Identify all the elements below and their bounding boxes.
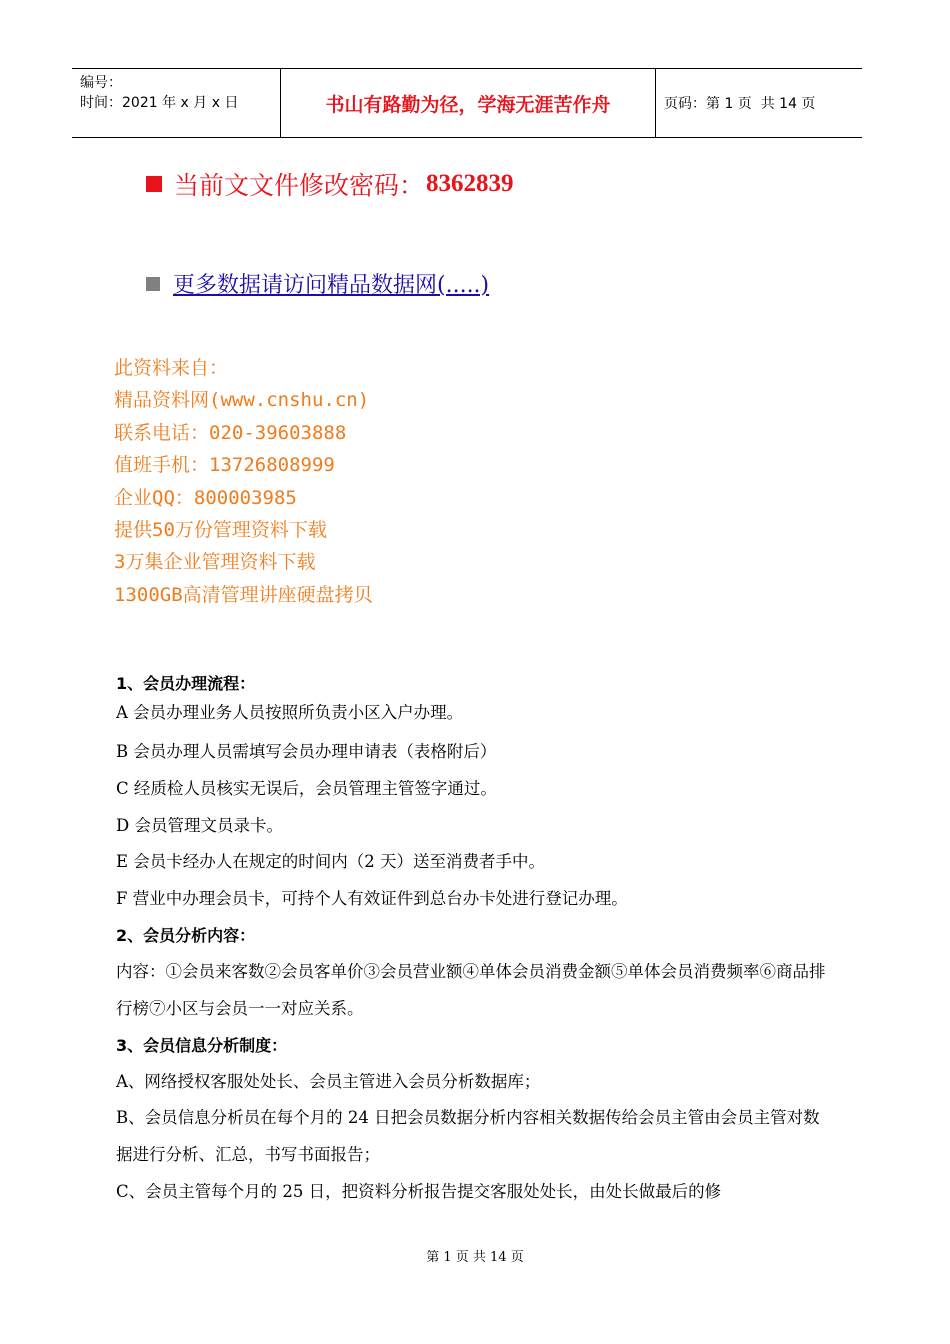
- paragraph: C 经质检人员核实无误后，会员管理主管签字通过。: [116, 778, 497, 798]
- paragraph: A、网络授权客服处处长、会员主管进入会员分析数据库；: [116, 1071, 541, 1091]
- document-time-label: 时间：2021 年 x 月 x 日: [80, 95, 239, 111]
- paragraph: D 会员管理文员录卡。: [116, 815, 283, 835]
- source-line: 提供50万份管理资料下载: [114, 519, 327, 542]
- source-line: 企业QQ：800003985: [114, 486, 297, 509]
- source-info: [114, 352, 373, 611]
- paragraph: C、会员主管每个月的 25 日，把资料分析报告提交客服处处长，由处长做最后的修: [116, 1181, 722, 1201]
- section-heading: 2、会员分析内容：: [116, 925, 256, 945]
- paragraph: F 营业中办理会员卡，可持个人有效证件到总台办卡处进行登记办理。: [116, 889, 628, 909]
- source-line: 此资料来自：: [114, 357, 229, 379]
- paragraph: A 会员办理业务人员按照所负责小区入户办理。: [116, 703, 464, 722]
- more-data-line: [146, 268, 489, 299]
- section-heading: 1、会员办理流程：: [116, 674, 256, 693]
- document-number-label: 编号：: [80, 75, 122, 91]
- source-line: 值班手机：13726808999: [114, 454, 335, 477]
- gray-square-bullet-icon: [146, 277, 160, 291]
- header-page-info: [656, 69, 862, 137]
- paragraph: B、会员信息分析员在每个月的 24 日把会员数据分析内容相关数据传给会员主管由会员主管对数据进行分析、汇总，书写书面报告；: [116, 1108, 820, 1165]
- source-line: 3万集企业管理资料下载: [114, 551, 316, 574]
- source-line: 1300GB高清管理讲座硬盘拷贝: [114, 583, 373, 606]
- paragraph: 内容：①会员来客数②会员客单价③会员营业额④单体会员消费金额⑤单体会员消费频率⑥商品排行榜⑦小区与会员一一对应关系。: [116, 961, 826, 1018]
- section-heading: 3、会员信息分析制度：: [116, 1035, 288, 1055]
- more-data-link[interactable]: 更多数据请访问精品数据网(.....): [173, 273, 490, 298]
- header-motto: 书山有路勤为径，学海无涯苦作舟: [281, 69, 656, 137]
- header-meta: [72, 69, 281, 137]
- paragraph: E 会员卡经办人在规定的时间内（2 天）送至消费者手中。: [116, 852, 546, 872]
- document-body: [116, 670, 836, 1211]
- password-label: 当前文文件修改密码：: [174, 171, 425, 200]
- source-line: 联系电话：020-39603888: [114, 421, 347, 444]
- source-line: 精品资料网(www.cnshu.cn): [114, 389, 370, 412]
- paragraph: B 会员办理人员需填写会员办理申请表（表格附后）: [116, 742, 497, 761]
- password-code: 8362839: [426, 170, 514, 197]
- page-header: [72, 68, 862, 138]
- page-footer: 第 1 页 共 14 页: [426, 1250, 524, 1265]
- page-info-text: 页码：第 1 页 共 14 页: [664, 96, 816, 112]
- password-notice: [146, 166, 514, 202]
- red-square-bullet-icon: [146, 176, 162, 192]
